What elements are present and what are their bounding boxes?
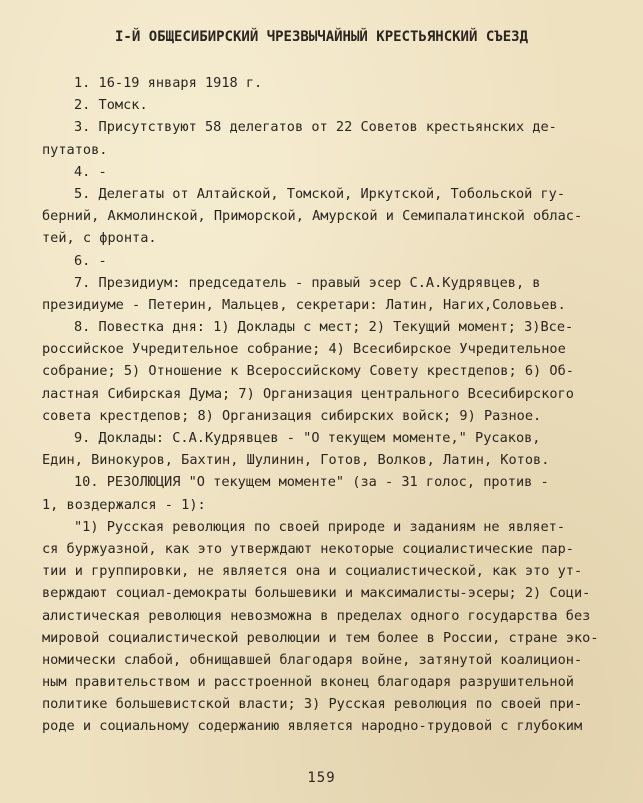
text-line: берний, Акмолинской, Приморской, Амурской и Семипалатинской облас- (42, 208, 583, 225)
text-line: президиуме - Петерин, Мальцев, секретари: Латин, Нагих,Соловьев. (42, 296, 566, 313)
text-line: 8. Повестка дня: 1) Доклады с мест; 2) Текущий момент; 3)Все- (74, 319, 574, 336)
text-line: алистическая революция невозможна в пределах одного государства без (42, 607, 591, 624)
text-line: 10. РЕЗОЛЮЦИЯ "О текущем моменте" (за - 31 голос, против - (74, 474, 549, 491)
text-line: собрание; 5) Отношение к Всероссийскому Совету крестдепов; 6) Об- (42, 363, 574, 380)
text-line: 6. - (74, 252, 107, 269)
text-line: ся буржуазной, как это утверждают некоторые социалистические пар- (42, 540, 574, 557)
text-line: мировой социалистической революции и тем более в России, стране эко- (42, 629, 599, 646)
document-body (42, 72, 612, 738)
text-line: 2. Томск. (74, 97, 148, 114)
text-line: политике большевистской власти; 3) Русская революция по своей при- (42, 696, 583, 713)
text-line: номически слабой, обнищавшей благодаря войне, затянутой коалицион- (42, 651, 583, 668)
document-heading: I-Й ОБЩЕСИБИРСКИЙ ЧРЕЗВЫЧАЙНЫЙ КРЕСТЬЯНСКИЙ СЪЕЗД (114, 29, 528, 45)
text-line: "1) Русская революция по своей природе и заданиям не являет- (74, 518, 566, 535)
text-line: верждают социал-демократы большевики и максималисты-эсеры; 2) Соци- (42, 585, 591, 602)
text-line: российское Учредительное собрание; 4) Всесибирское Учредительное (42, 341, 566, 358)
text-line: 1. 16-19 января 1918 г. (74, 75, 263, 91)
text-line: 9. Доклады: С.А.Кудрявцев - "О текущем моменте," Русаков, (74, 430, 541, 446)
text-line: 7. Президиум: председатель - правый эсер С.А.Кудрявцев, в (74, 274, 541, 291)
text-line: 4. - (74, 163, 107, 180)
text-line: 1, воздержался - 1): (42, 496, 206, 513)
text-line: ластная Сибирская Дума; 7) Организация центрального Всесибирского (42, 385, 574, 402)
text-line: роде и социальному содержанию является народно-трудовой с глубоким (42, 718, 583, 735)
text-line: совета крестдепов; 8) Организация сибирских войск; 9) Разное. (42, 407, 542, 424)
text-line: 3. Присутствуют 58 делегатов от 22 Советов крестьянских де- (74, 119, 557, 136)
text-line: тии и группировки, не является она и социалистической, как это ут- (42, 563, 583, 580)
text-line: Един, Винокуров, Бахтин, Шулинин, Готов, Волков, Латин, Котов. (42, 452, 550, 469)
text-line: ным правительством и расстроенной вконец благодаря разрушительной (42, 674, 574, 691)
text-line: путатов. (42, 141, 108, 158)
text-line: тей, с фронта. (42, 230, 157, 247)
page-number: 159 (307, 770, 336, 786)
text-line: 5. Делегаты от Алтайской, Томской, Иркутской, Тобольской гу- (74, 185, 566, 202)
